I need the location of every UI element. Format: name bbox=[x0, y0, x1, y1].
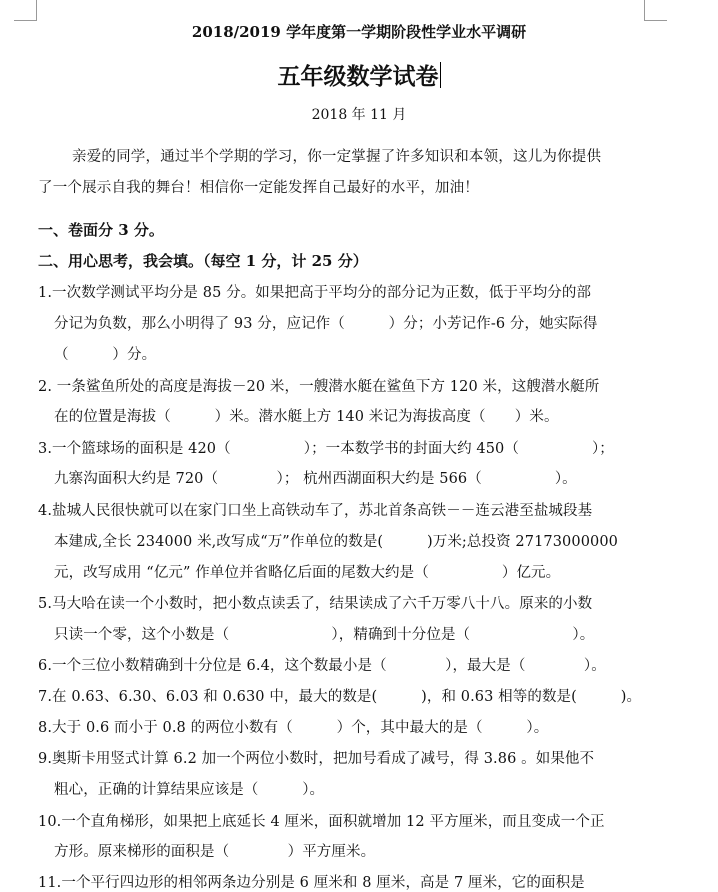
question-9-line-1: 9.奥斯卡用竖式计算 6.2 加一个两位小数时，把加号看成了减号，得 3.86 。如果他不 bbox=[38, 751, 595, 767]
question-10-line-1: 10.一个直角梯形，如果把上底延长 4 厘米，面积就增加 12 平方厘米，而且变成一个正 bbox=[38, 814, 605, 830]
intro-line-1: 亲爱的同学，通过半个学期的学习，你一定掌握了许多知识和本领，这儿为你提供 bbox=[72, 149, 602, 165]
question-10-line-2: 方形。原来梯形的面积是（ ）平方厘米。 bbox=[54, 844, 376, 860]
page-corner-mark-left bbox=[14, 0, 37, 21]
exam-title[interactable] bbox=[0, 58, 718, 91]
question-11-line-1: 11.一个平行四边形的相邻两条边分别是 6 厘米和 8 厘米，高是 7 厘米，它的面积是 bbox=[38, 875, 585, 891]
page-corner-mark-right bbox=[644, 0, 667, 21]
question-1-line-3: （ ）分。 bbox=[54, 347, 157, 363]
question-2-line-2: 在的位置是海拔（ ）米。潜水艇上方 140 米记为海拔高度（ ）米。 bbox=[54, 409, 559, 425]
question-3-line-2: 九寨沟面积大约是 720（ ）； 杭州西湖面积大约是 566（ ）。 bbox=[54, 471, 577, 487]
question-4-line-1: 4.盐城人民很快就可以在家门口坐上高铁动车了，苏北首条高铁－－连云港至盐城段基 bbox=[38, 503, 593, 519]
exam-subtitle: 2018/2019 学年度第一学期阶段性学业水平调研 bbox=[191, 23, 527, 41]
question-1-line-2: 分记为负数，那么小明得了 93 分，应记作（ ）分；小芳记作-6 分，她实际得 bbox=[54, 316, 598, 332]
question-2-line-1: 2. 一条鲨鱼所处的高度是海拔－20 米，一艘潜水艇在鲨鱼下方 120 米，这艘潜水艇所 bbox=[38, 379, 600, 395]
question-1-line-1: 1.一次数学测试平均分是 85 分。如果把高于平均分的部分记为正数，低于平均分的部 bbox=[38, 285, 592, 301]
text-cursor bbox=[440, 62, 441, 88]
question-8: 8.大于 0.6 而小于 0.8 的两位小数有（ ）个，其中最大的是（ ）。 bbox=[38, 720, 549, 736]
section-one-heading: 一、卷面分 3 分。 bbox=[38, 221, 164, 239]
intro-line-2: 了一个展示自我的舞台！相信你一定能发挥自己最好的水平，加油！ bbox=[38, 180, 479, 196]
question-4-line-3: 元，改写成用 “亿元” 作单位并省略亿后面的尾数大约是（ ）亿元。 bbox=[54, 565, 561, 581]
question-7: 7.在 0.63、6.30、6.03 和 0.630 中，最大的数是( )，和 0.63 相等的数是( )。 bbox=[38, 689, 642, 705]
question-3-line-1: 3.一个篮球场的面积是 420（ ）；一本数学书的封面大约 450（ ）； bbox=[38, 441, 614, 457]
question-5-line-2: 只读一个零，这个小数是（ ），精确到十分位是（ ）。 bbox=[54, 627, 595, 643]
question-5-line-1: 5.马大哈在读一个小数时，把小数点读丢了，结果读成了六千万零八十八。原来的小数 bbox=[38, 596, 593, 612]
section-two-heading: 二、用心思考，我会填。（每空 1 分，计 25 分） bbox=[38, 252, 368, 270]
question-6: 6.一个三位小数精确到十分位是 6.4，这个数最小是（ ），最大是（ ）。 bbox=[38, 658, 606, 674]
question-9-line-2: 粗心，正确的计算结果应该是（ ）。 bbox=[54, 782, 325, 798]
exam-date: 2018 年 11 月 bbox=[311, 107, 407, 123]
exam-title-text: 五年级数学试卷 bbox=[277, 63, 439, 90]
question-4-line-2: 本建成,全长 234000 米,改写成“万”作单位的数是( )万米;总投资 27173000000 bbox=[54, 534, 618, 550]
